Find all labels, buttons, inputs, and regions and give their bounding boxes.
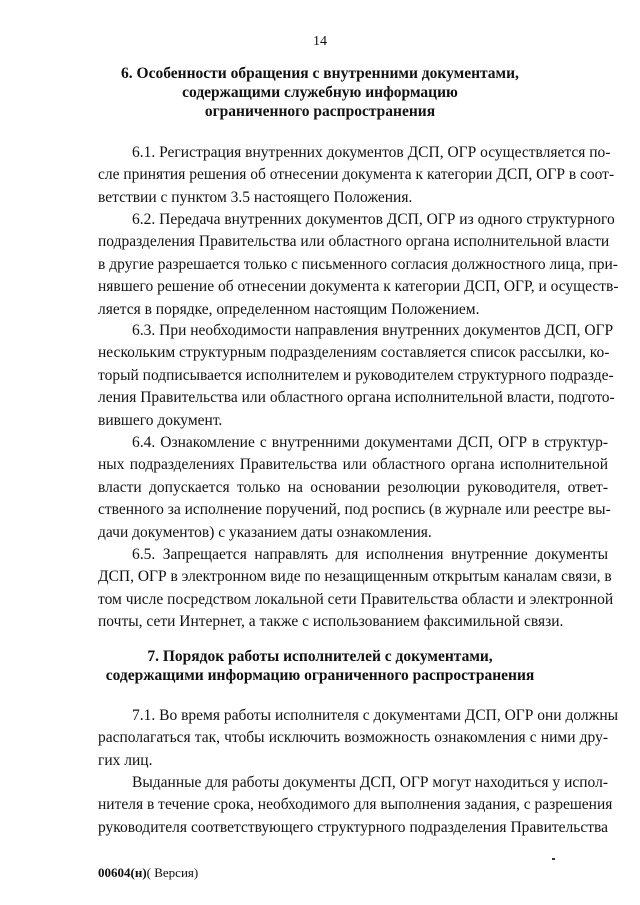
paragraph-6-1 [98, 142, 615, 209]
paragraph-7-1 [98, 705, 619, 772]
section-7-heading [0, 647, 640, 685]
text-line: гих лиц. [98, 751, 153, 769]
version-label: ( Версия) [146, 865, 199, 880]
text-line: власти допускается только на основании резолюции руководителя, ответ- [98, 478, 608, 496]
text-line: в другие разрешается только с письменного согласия должностного лица, при- [98, 255, 618, 273]
paragraph-7-2 [98, 772, 613, 839]
heading-line: содержащими информацию ограниченного распространения [105, 667, 535, 684]
text-line: ляется в порядке, определенном настоящим Положением. [98, 300, 480, 318]
text-line: ственного за исполнение поручений, под роспись (в журнале или реестре вы- [98, 501, 611, 519]
paragraph-6-4 [98, 432, 611, 544]
text-line: нескольким структурным подразделениям составляется список рассылки, ко- [98, 344, 610, 362]
text-line: почты, сети Интернет, а также с использованием факсимильной связи. [98, 613, 564, 631]
text-line: сле принятия решения об отнесении документа к категории ДСП, ОГР в соот- [98, 166, 615, 184]
text-line: вившего документ. [98, 411, 223, 429]
heading-line: 6. Особенности обращения с внутренними документами, [121, 65, 519, 82]
text-line: 7.1. Во время работы исполнителя с документами ДСП, ОГР они должны [132, 707, 619, 724]
paragraph-6-3 [98, 320, 615, 432]
text-line: торый подписывается исполнителем и руководителем структурного подразде- [98, 366, 614, 384]
heading-line: содержащими служебную информацию [182, 84, 458, 101]
section-6-heading [0, 64, 640, 121]
text-line: том числе посредством локальной сети Правительства области и электронной [98, 590, 614, 608]
paragraph-6-2 [98, 209, 619, 321]
footer [98, 865, 198, 881]
heading-line: ограниченного распространения [204, 103, 436, 120]
text-line: 6.4. Ознакомление с внутренними документами ДСП, ОГР в структур- [132, 434, 608, 451]
text-line: 6.1. Регистрация внутренних документов ДСП, ОГР осуществляется по- [132, 144, 611, 161]
text-line: располагаться так, чтобы исключить возможность ознакомления с ними дру- [98, 729, 608, 747]
text-line: ления Правительства или областного органа исполнительной власти, подгото- [98, 389, 615, 407]
text-line: нителя в течение срока, необходимого для выполнения задания, с разрешения [98, 796, 613, 814]
text-line: ных подразделениях Правительства или областного органа исполнительной [98, 456, 608, 474]
text-line: руководителя соответствующего структурного подразделения Правительства [98, 818, 608, 836]
text-line: 6.5. Запрещается направлять для исполнения внутренние документы [132, 546, 608, 563]
text-line: 6.3. При необходимости направления внутренних документов ДСП, ОГР [132, 322, 614, 339]
text-line: подразделения Правительства или областного органа исполнительной власти [98, 233, 610, 251]
paragraph-6-5 [98, 544, 614, 634]
text-line: дачи документов) с указанием даты ознакомления. [98, 523, 432, 541]
text-line: Выданные для работы документы ДСП, ОГР могут находиться у испол- [132, 774, 608, 791]
heading-line: 7. Порядок работы исполнителей с документами, [147, 648, 493, 665]
text-line: ДСП, ОГР в электронном виде по незащищенным открытым каналам связи, в [98, 568, 612, 586]
text-line: ветствии с пунктом 3.5 настоящего Положения. [98, 188, 413, 206]
scan-mark [552, 858, 555, 860]
text-line: нявшего решение об отнесении документа к категории ДСП, ОГР, и осуществ- [98, 278, 619, 296]
document-code: 00604(н) [98, 865, 147, 880]
page-number: 14 [313, 34, 327, 49]
text-line: 6.2. Передача внутренних документов ДСП, ОГР из одного структурного [132, 211, 615, 228]
